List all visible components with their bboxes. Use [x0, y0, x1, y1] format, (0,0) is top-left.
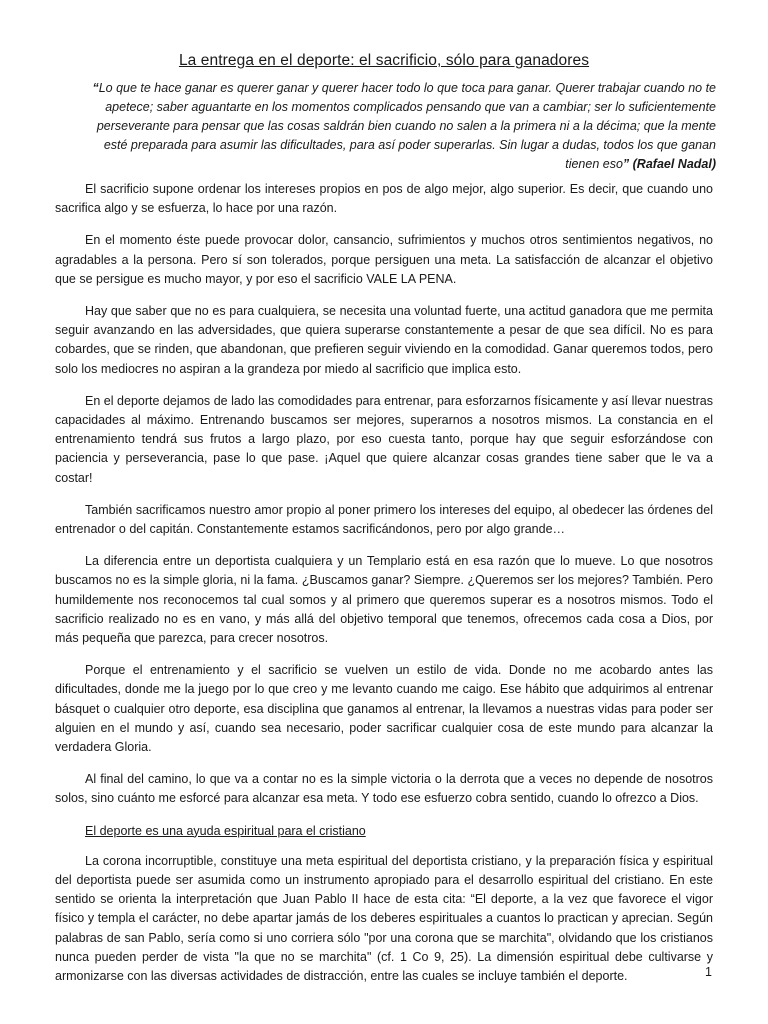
quote-close-mark: ” — [622, 157, 630, 171]
paragraph: Al final del camino, lo que va a contar no es la simple victoria o la derrota que a veces no depende de nosotros solos, sino cuánto me esforcé para alcanzar esa meta. Y todo ese esfuerzo cobra sentido, cuando lo ofrezco a Dios. — [55, 772, 713, 806]
paragraph: La corona incorruptible, constituye una meta espiritual del deportista cristiano, y la preparación física y espiritual del deportista puede ser asumida como un instrumento apropiado para el desarrollo espiritual del cristiano. En este sentido se orienta la interpretación que Juan Pablo II hace de esta cita: “El deporte, a la vez que favorece el vigor físico y templa el carácter, no debe apartar jamás de los deberes espirituales a cuantos lo practican y aprecian. Según palabras de san Pablo, sería como si uno corriera sólo "por una corona que se marchita", olvidando que los cristianos nunca pueden perder de vista "la que no se marchita" (cf. 1 Co 9, 25). La dimensión espiritual debe cultivarse y armonizarse con las diversas actividades de distracción, entre las cuales se incluye también el deporte. — [55, 853, 713, 983]
quote-text: Lo que te hace ganar es querer ganar y querer hacer todo lo que toca para ganar. Querer trabajar cuando no te apetece; saber aguantarte en los momentos complicados pensando que van a cambiar; ser lo suficientemente perseverante para pensar que las cosas saldrán bien cuando no salen a la primera ni a la décima; que la mente esté preparada para asumir las dificultades, para así poder superarlas. Sin lugar a dudas, todos los que ganan tienen eso — [96, 81, 716, 171]
epigraph-quote — [72, 79, 716, 174]
document-title: La entrega en el deporte: el sacrificio, sólo para ganadores — [178, 52, 590, 69]
document-body — [55, 180, 713, 999]
paragraph: En el deporte dejamos de lado las comodidades para entrenar, para esforzarnos físicamente y así llevar nuestras capacidades al máximo. Entrenando buscamos ser mejores, superarnos a nosotros mismos. La constancia en el entrenamiento tendrá sus frutos a largo plazo, por eso cuesta tanto, porque hay que seguir esforzándose con paciencia y perseverancia, pase lo que pase. ¡Aquel que quiere alcanzar cosas grandes tiene saber que le va a costar! — [55, 393, 713, 485]
paragraph: El sacrificio supone ordenar los intereses propios en pos de algo mejor, algo superior. Es decir, que cuando uno sacrifica algo y se esfuerza, lo hace por una razón. — [55, 182, 713, 216]
paragraph: También sacrificamos nuestro amor propio al poner primero los intereses del equipo, al obedecer las órdenes del entrenador o del capitán. Constantemente estamos sacrificándonos, pero por algo grande… — [55, 502, 713, 537]
paragraph: Porque el entrenamiento y el sacrificio se vuelven un estilo de vida. Donde no me acobardo antes las dificultades, donde me la juego por lo que creo y me levanto cuando me caigo. Ese hábito que adquirimos al entrenar básquet o cualquier otro deporte, esa disciplina que ganamos al entrenar, la llevamos a nuestras vidas para poder ser alguien en el mundo y así, cuando sea necesario, poder sacrificar cualquier cosa de este mundo para alcanzar la verdadera Gloria. — [55, 663, 713, 755]
quote-author: (Rafael Nadal) — [632, 157, 716, 171]
paragraph: La diferencia entre un deportista cualquiera y un Templario está en esa razón que lo mueve. Lo que nosotros buscamos no es la simple gloria, ni la fama. ¿Buscamos ganar? Siempre. ¿Queremos ser los mejores? También. Pero humildemente nos reconocemos tal cual somos y al primero que queremos superar es a nosotros mismos. Todo el sacrificio realizado no es en vano, y más allá del objetivo temporal que tenemos, ofrecemos cada cosa a Dios, por más pequeña que parezca, para crecer nosotros. — [55, 554, 713, 646]
paragraph: En el momento éste puede provocar dolor, cansancio, sufrimientos y muchos otros sentimientos negativos, no agradables a la persona. Pero sí son tolerados, porque persiguen una meta. La satisfacción de alcanzar el objetivo que se persigue es mucho mayor, y por eso el sacrificio VALE LA PENA. — [55, 233, 713, 286]
section-subheading: El deporte es una ayuda espiritual para el cristiano — [85, 823, 366, 838]
paragraph: Hay que saber que no es para cualquiera, se necesita una voluntad fuerte, una actitud ganadora que me permita seguir avanzando en las adversidades, que quiera superarse constantemente a pesar de que sea difícil. No es para cobardes, que se rinden, que abandonan, que prefieren seguir viviendo en la comodidad. Ganar queremos todos, pero solo los mediocres no aspiran a la grandeza por miedo al sacrificio que implica esto. — [55, 304, 713, 376]
quote-open-mark: “ — [92, 81, 99, 95]
page-number: 1 — [705, 965, 712, 979]
